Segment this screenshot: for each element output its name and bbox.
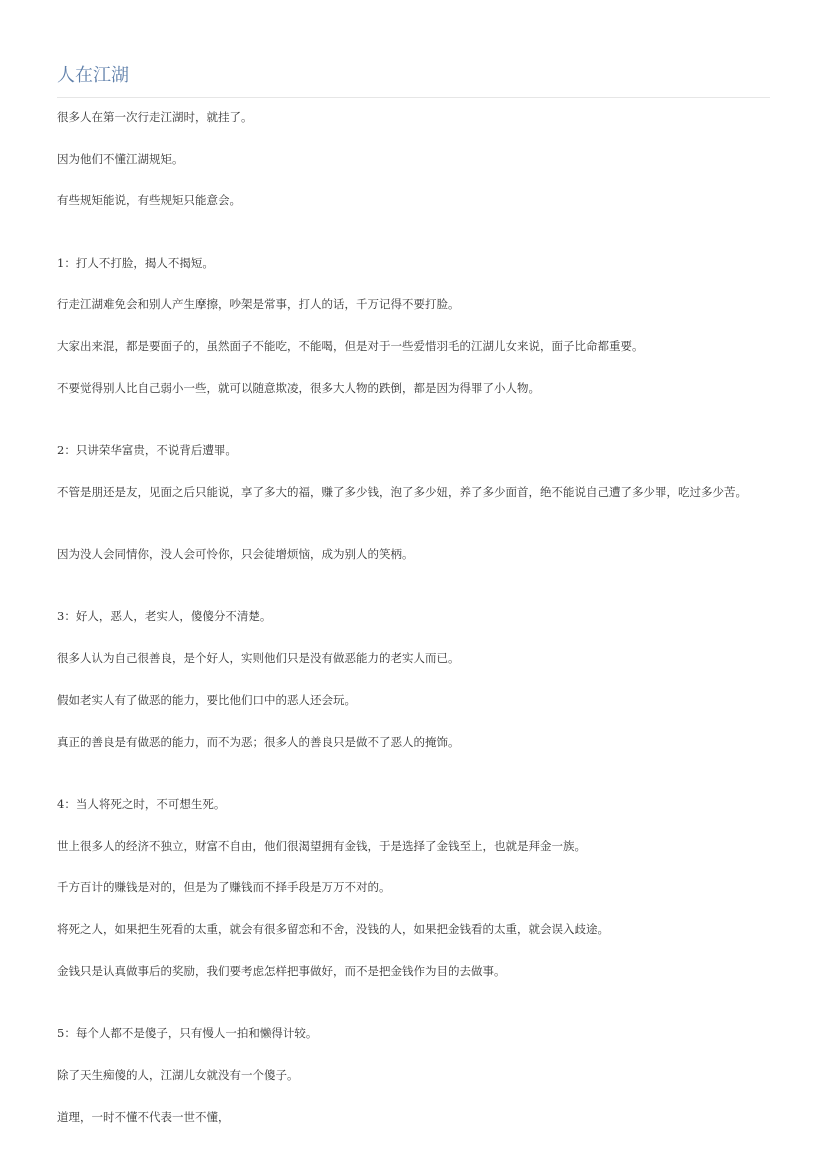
paragraph: 不要觉得别人比自己弱小一些，就可以随意欺凌，很多大人物的跌倒，都是因为得罪了小人物。 [57, 381, 540, 395]
paragraph: 金钱只是认真做事后的奖励，我们要考虑怎样把事做好，而不是把金钱作为目的去做事。 [57, 964, 506, 978]
paragraph: 不管是朋还是友，见面之后只能说，享了多大的福，赚了多少钱，泡了多少妞，养了多少面首，绝不能说自己遭了多少罪，吃过多少苦。 [57, 485, 747, 499]
section-heading: 5：每个人都不是傻子，只有慢人一拍和懒得计较。 [57, 1026, 318, 1040]
title-divider [57, 97, 770, 98]
paragraph: 将死之人，如果把生死看的太重，就会有很多留恋和不舍，没钱的人，如果把金钱看的太重，就会误入歧途。 [57, 922, 609, 936]
article-title: 人在江湖 [57, 65, 129, 86]
section-heading: 2：只讲荣华富贵，不说背后遭罪。 [57, 443, 237, 457]
paragraph: 很多人在第一次行走江湖时，就挂了。 [57, 110, 253, 124]
paragraph: 因为他们不懂江湖规矩。 [57, 152, 184, 166]
paragraph: 真正的善良是有做恶的能力，而不为恶；很多人的善良只是做不了恶人的掩饰。 [57, 735, 460, 749]
paragraph: 很多人认为自己很善良，是个好人，实则他们只是没有做恶能力的老实人而已。 [57, 651, 460, 665]
paragraph: 因为没人会同情你，没人会可怜你，只会徒增烦恼，成为别人的笑柄。 [57, 547, 414, 561]
paragraph: 假如老实人有了做恶的能力，要比他们口中的恶人还会玩。 [57, 693, 356, 707]
paragraph: 行走江湖难免会和别人产生摩擦，吵架是常事，打人的话，千万记得不要打脸。 [57, 297, 460, 311]
paragraph: 有些规矩能说，有些规矩只能意会。 [57, 193, 241, 207]
section-heading: 3：好人，恶人，老实人，傻傻分不清楚。 [57, 609, 272, 623]
paragraph: 除了天生痴傻的人，江湖儿女就没有一个傻子。 [57, 1068, 299, 1082]
section-heading: 1：打人不打脸，揭人不揭短。 [57, 256, 214, 270]
paragraph: 世上很多人的经济不独立，财富不自由，他们很渴望拥有金钱，于是选择了金钱至上，也就是拜金一族。 [57, 839, 586, 853]
paragraph: 千方百计的赚钱是对的，但是为了赚钱而不择手段是万万不对的。 [57, 880, 391, 894]
paragraph: 道理，一时不懂不代表一世不懂， [57, 1110, 230, 1124]
section-heading: 4：当人将死之时，不可想生死。 [57, 797, 226, 811]
paragraph: 大家出来混，都是要面子的，虽然面子不能吃，不能喝，但是对于一些爱惜羽毛的江湖儿女来说，面子比命都重要。 [57, 339, 644, 353]
